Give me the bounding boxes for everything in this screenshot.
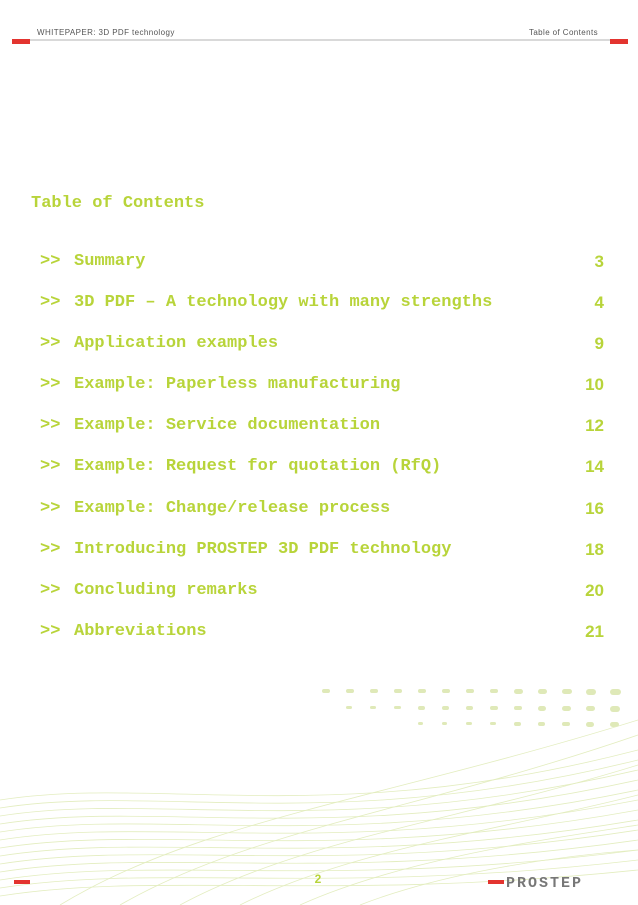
toc-entry-label: Example: Service documentation [74,416,381,436]
toc-entry[interactable] [40,252,604,293]
toc-entry[interactable] [40,581,604,622]
toc-entry-page: 10 [585,375,604,395]
page-number: 2 [314,872,322,886]
toc-entry-prefix: >> [40,375,61,395]
toc-entry-page: 3 [594,252,604,271]
toc-entry[interactable] [40,293,604,334]
toc-entry[interactable] [40,375,604,416]
toc-entry-label: Introducing PROSTEP 3D PDF technology [74,539,452,559]
toc-entry-prefix: >> [40,539,61,559]
toc-entry-page: 12 [585,416,604,436]
toc-entry-page: 20 [585,580,604,600]
toc-entry-prefix: >> [40,580,61,600]
header-rule [14,39,624,41]
toc-heading: Table of Contents [31,194,205,213]
toc-entry[interactable] [40,499,604,540]
toc-entry-page: 9 [594,334,604,354]
decorative-dot-grid [322,689,621,727]
footer-accent-right [488,880,504,884]
header-section-title: Table of Contents [528,28,598,37]
toc-entry[interactable] [40,622,604,663]
toc-entry-label: Example: Request for quotation (RfQ) [74,457,442,477]
header-accent-right [610,39,628,44]
toc-entry-label: 3D PDF – A technology with many strengths [74,293,493,313]
toc-entry-prefix: >> [40,498,61,518]
toc-entry-page: 14 [585,457,604,477]
toc-entry-label: Abbreviations [74,621,207,641]
toc-entry[interactable] [40,416,604,457]
toc-entry-prefix: >> [40,293,61,313]
toc-entry[interactable] [40,540,604,581]
prostep-logo [506,872,618,892]
toc-entry-prefix: >> [40,252,61,271]
toc-entry-label: Application examples [74,334,279,354]
header-accent-left [12,39,30,44]
toc-entry-page: 21 [585,621,604,641]
toc-entry-label: Example: Paperless manufacturing [74,375,401,395]
toc-entry-prefix: >> [40,416,61,436]
svg-text:PROSTEP: PROSTEP [506,875,584,892]
toc-entry-label: Concluding remarks [74,580,258,600]
toc-entry-page: 4 [594,293,604,313]
footer-accent-left [14,880,30,884]
toc-entry-page: 18 [585,539,604,559]
toc-entry-page: 16 [585,498,604,518]
page-header [0,26,638,46]
toc-entry-prefix: >> [40,457,61,477]
toc-entry-label: Summary [74,252,146,271]
toc-entry-prefix: >> [40,334,61,354]
toc-entry-label: Example: Change/release process [74,498,391,518]
toc-entry[interactable] [40,457,604,498]
header-document-title: WHITEPAPER: 3D PDF technology [37,28,175,37]
toc-entry-prefix: >> [40,621,61,641]
toc-entry[interactable] [40,334,604,375]
toc-list [40,252,604,663]
